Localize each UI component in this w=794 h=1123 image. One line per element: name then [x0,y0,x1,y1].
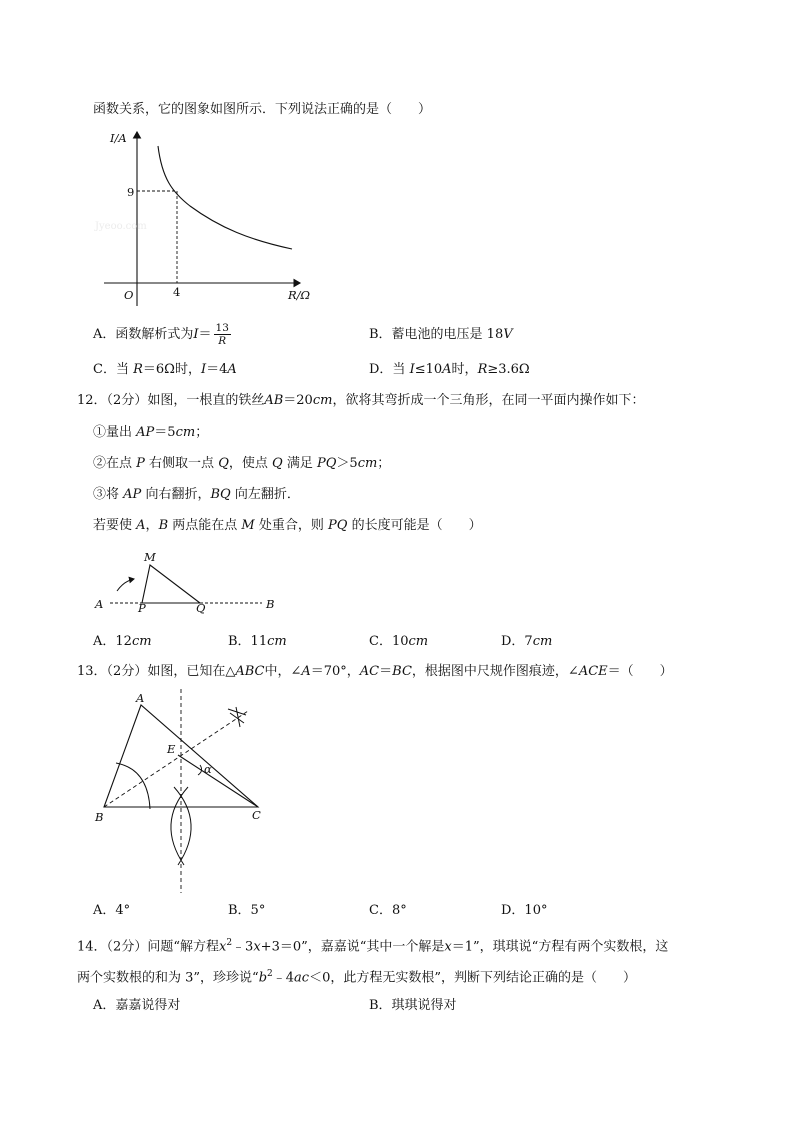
step3-bq: BQ [210,487,231,502]
step2-prefix: ②在点 [93,456,133,471]
q12-option-a[interactable] [93,634,152,650]
q12-stem [77,393,644,409]
step3-prefix: ③将 [93,487,120,502]
fig13-label-e: E [167,742,176,756]
q14-x3: x [444,939,452,955]
step1-end: ； [195,425,209,440]
step1-ap: AP [136,425,155,440]
step2-mid2: ，使点 [228,456,268,471]
q12-cm: cm [312,393,333,408]
q13-abc: ABC [235,664,265,679]
step1-cm: cm [175,425,196,440]
q13-ace: ACE [578,664,608,679]
x-axis-label: R/Ω [288,288,311,302]
q12-step-2 [93,456,390,472]
option-d-mid: ≤10 [414,362,443,377]
option-d-i: I [409,362,415,377]
q14-sq: 2 [226,938,233,948]
q12-number: 12．（2分）如图，一根直的铁丝 [77,393,265,408]
q12-figure [100,555,280,615]
option-a-eq: ＝ [198,327,212,342]
ask-prefix: 若要使 [93,518,133,533]
q12-option-d[interactable] [501,634,552,650]
q13-option-d[interactable]: D．10° [501,903,548,918]
step1-eq: ＝5 [154,425,176,440]
x-tick-4: 4 [173,285,181,299]
q13-ac: AC [359,664,380,679]
fig12-label-p: P [138,601,146,615]
step3-ap: AP [123,487,142,502]
option-c-text: C．当 [93,362,129,377]
option-c-i: I [200,362,207,377]
step1-prefix: ①量出 [93,425,133,440]
option-d-unit: cm [532,634,553,649]
fig12-label-a: A [95,597,104,611]
q14-stem-line1 [77,935,668,955]
fraction-denominator: R [218,335,227,347]
q12-question [93,518,482,534]
step2-cm: cm [357,456,378,471]
q11-option-d[interactable] [369,362,530,378]
q11-option-a[interactable] [93,322,231,348]
step2-p: P [136,456,145,471]
q14-x: x [218,939,227,955]
fig13-label-c: C [252,808,261,822]
step2-mid: 右侧取一点 [149,456,215,471]
lens-arc-left [171,787,188,865]
option-c-mid: ＝6Ω时， [142,362,201,377]
step3-end: 向左翻折． [234,487,300,502]
q13-option-c[interactable]: C．8° [369,903,407,918]
q14-mid: ﹣3 [232,939,254,955]
option-c-r: R [133,362,143,377]
option-d-mid2: 时， [451,362,478,377]
q14-l2-mid: ﹣4 [272,970,295,986]
option-c-unit: A [227,362,237,377]
q14-x2: x [253,939,261,955]
step2-mid3: 满足 [286,456,313,471]
fig13-label-a: A [136,691,145,705]
q13-option-b[interactable]: B．5° [228,903,266,918]
arc-at-b [116,763,150,809]
option-a-unit: cm [131,634,152,649]
q11-option-c[interactable] [93,362,237,378]
q13-number: 13．（2分）如图，已知在△ [77,664,236,679]
option-c-text: C．10 [369,634,409,649]
y-axis-label: I/A [110,131,127,145]
step2-q2: Q [272,456,283,471]
q14-end: ＝1”，琪琪说“方程有两个实数根，这 [451,939,669,955]
step3-mid: 向右翻折， [145,487,211,502]
q13-end: ＝（ ） [607,664,673,679]
fig13-label-b: B [95,810,104,824]
q12-ab: AB [264,393,284,408]
q12-eq: ＝20 [283,393,313,408]
ask-pq: PQ [328,518,348,533]
step2-q: Q [218,456,229,471]
fig12-label-b: B [266,597,275,611]
q13-a: A [301,664,311,679]
fold-arrow [117,579,134,591]
ask-b: B [158,518,169,533]
q13-bc: BC [392,664,412,679]
q11-option-b[interactable] [369,327,513,343]
ask-sep: ， [145,518,159,533]
q14-prefix: 14．（2分）问题“解方程 [77,939,219,955]
q13-option-a[interactable]: A．4° [93,903,131,918]
inverse-curve [158,146,292,249]
option-c-unit: cm [408,634,429,649]
fig12-label-q: Q [196,601,206,615]
option-a-text: A．12 [93,634,132,649]
option-b-unit: V [503,327,513,342]
step2-end: ； [377,456,391,471]
origin-label: O [124,288,134,302]
option-b-text: B．蓄电池的电压是 18 [369,327,504,342]
option-b-text: B．11 [228,634,268,649]
ask-a: A [136,518,146,533]
q14-l2-prefix: 两个实数根的和为 3”，珍珍说“ [77,970,259,986]
q13-angle: ＝70°， [310,664,360,679]
option-d-r: R [477,362,488,377]
q14-l2-end: ＜0，此方程无实数根”，判断下列结论正确的是（ ） [309,970,636,986]
q14-ac: ac [294,970,310,986]
construction-cross [228,707,246,727]
fig12-label-m: M [144,550,156,564]
option-a-fraction [214,322,231,347]
q14-mid2: +3＝0”，嘉嘉说“其中一个解是 [260,939,445,955]
ask-m: M [241,518,255,533]
ask-end: 的长度可能是（ ） [351,518,482,533]
option-b-unit: cm [267,634,287,649]
q14-l2-sq: 2 [267,969,273,979]
q11-graph [100,128,320,308]
q12-step-3 [93,487,300,503]
option-c-end: ＝4 [206,362,228,377]
q11-stem: 函数关系，它的图象如图所示．下列说法正确的是（ ） [93,102,432,117]
q13-mid2: ，根据图中尺规作图痕迹，∠ [411,664,579,679]
option-a-text: A．函数解析式为 [93,327,194,342]
q14-stem-line2 [77,966,636,986]
option-d-unit: A [442,362,452,377]
fraction-numerator: 13 [215,322,229,334]
q13-stem [77,664,673,680]
option-d-text: D．7 [501,634,533,649]
q12-option-c[interactable] [369,634,428,650]
ask-mid2: 处重合，则 [258,518,324,533]
segment-ec [178,755,258,807]
q14-option-b[interactable]: B．琪琪说得对 [369,998,457,1013]
q13-figure [90,685,270,895]
ask-mid: 两点能在点 [172,518,238,533]
y-tick-9: 9 [127,185,135,199]
q12-step-1 [93,425,208,441]
fig13-label-alpha: α [204,762,212,776]
triangle-pmq [142,565,200,603]
q13-eq: ＝ [379,664,393,679]
q13-mid1: 中，∠ [264,664,302,679]
q12-rest: ，欲将其弯折成一个三角形，在同一平面内操作如下： [332,393,645,408]
option-a-var: I [193,327,199,342]
option-d-text: D．当 [369,362,406,377]
step2-pq: PQ [317,456,337,471]
q14-option-a[interactable]: A．嘉嘉说得对 [93,998,181,1013]
lens-arc-right [174,787,191,865]
option-d-end: ≥3.6Ω [487,362,530,377]
watermark: Jyeoo.com [95,221,147,232]
q12-option-b[interactable] [228,634,287,650]
step2-gt: ＞5 [336,456,358,471]
angle-bisector [104,711,248,807]
q14-b: b [258,970,268,986]
